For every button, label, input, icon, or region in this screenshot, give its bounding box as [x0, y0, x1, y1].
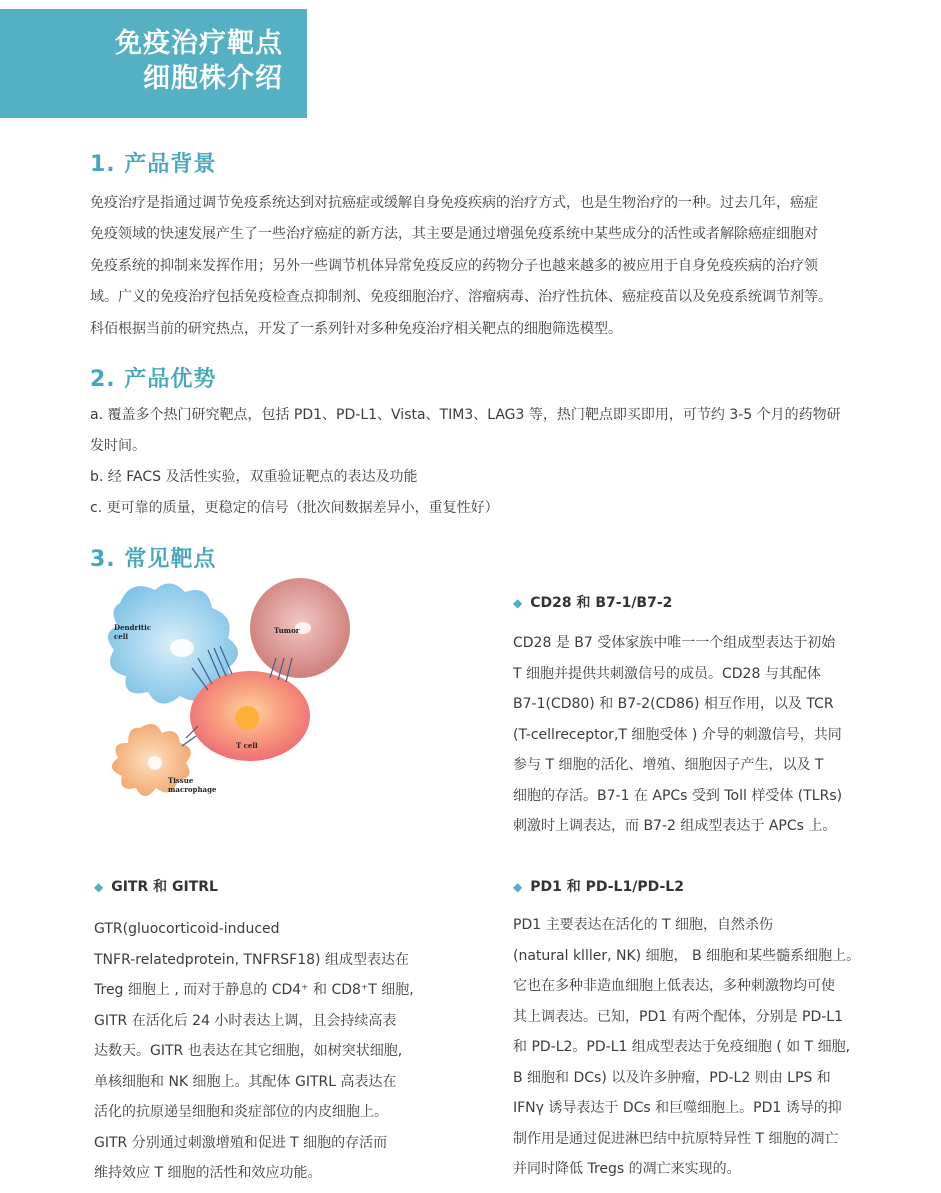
label-dendritic-cell: cell [114, 632, 129, 641]
section1-line: 科佰根据当前的研究热点，开发了一系列针对多种免疫治疗相关靶点的细胞筛选模型。 [90, 320, 622, 337]
cd28-subheading [513, 592, 672, 612]
gitr-paragraph [94, 914, 434, 1189]
cd28-paragraph [513, 628, 863, 842]
pd1-line: 它也在多种非造血细胞上低表达，多种刺激物均可使 [513, 978, 835, 994]
label-tissue: Tissue [168, 776, 194, 785]
section1-line: 免疫治疗是指通过调节免疫系统达到对抗癌症或缓解自身免疫疾病的治疗方式，也是生物治疗的一种。过去几年，癌症 [90, 195, 818, 211]
gitr-title: GITR 和 GITRL [111, 879, 218, 895]
gitr-line: GITR 在活化后 24 小时表达上调，且会持续高表 [94, 1012, 397, 1029]
cd28-line: B7-1(CD80) 和 B7-2(CD86) 相互作用，以及 TCR [513, 696, 834, 712]
cd28-line: T 细胞并提供共刺激信号的成员。CD28 与其配体 [513, 665, 821, 682]
section1-line: 免疫领域的快速发展产生了一些治疗癌症的新方法，其主要是通过增强免疫系统中某些成分的活性或者解除癌症细胞对 [90, 226, 818, 243]
section1-line: 域。广义的免疫治疗包括免疫检查点抑制剂、免疫细胞治疗、溶瘤病毒、治疗性抗体、癌症疫苗以及免疫系统调节剂等。 [90, 289, 832, 306]
list-item: a. 覆盖多个热门研究靶点，包括 PD1、PD-L1、Vista、TIM3、LAG3 等，热门靶点即买即用，可节约 3-5 个月的药物研 [90, 407, 841, 423]
label-tumor: Tumor [274, 626, 300, 635]
banner-title-line1: 免疫治疗靶点 [115, 28, 283, 59]
pd1-line: 制作用是通过促进淋巴结中抗原特异性 T 细胞的凋亡 [513, 1130, 839, 1147]
immune-cells-figure [100, 578, 400, 808]
section1-line: 免疫系统的抑制来发挥作用；另外一些调节机体异常免疫反应的药物分子也越来越多的被应用于自身免疫疾病的治疗领 [90, 257, 818, 274]
pd1-title: PD1 和 PD-L1/PD-L2 [530, 879, 684, 895]
gitr-line: TNFR-relatedprotein, TNFRSF18) 组成型表达在 [94, 951, 409, 968]
gitr-line: 活化的抗原递呈细胞和炎症部位的内皮细胞上。 [94, 1104, 388, 1120]
cd28-line: CD28 是 B7 受体家族中唯一一个组成型表达于初始 [513, 635, 836, 651]
t-cell-nucleus [235, 706, 259, 730]
gitr-subheading [94, 876, 218, 896]
cd28-line: 刺激时上调表达，而 B7-2 组成型表达于 APCs 上。 [513, 818, 837, 834]
gitr-line: 达数天。GITR 也表达在其它细胞，如树突状细胞, [94, 1043, 403, 1059]
list-item: b. 经 FACS 及活性实验，双重验证靶点的表达及功能 [90, 469, 418, 485]
pd1-subheading [513, 876, 684, 896]
pd1-line: (natural klller, NK) 细胞， B 细胞和某些髓系细胞上。 [513, 947, 861, 964]
title-banner [0, 9, 307, 118]
section1-paragraph [90, 188, 895, 345]
diamond-bullet-icon: ◆ [513, 596, 523, 610]
pd1-line: 并同时降低 Tregs 的凋亡来实现的。 [513, 1161, 741, 1177]
pd1-line: PD1 主要表达在活化的 T 细胞，自然杀伤 [513, 917, 774, 933]
cd28-line: 参与 T 细胞的活化、增殖、细胞因子产生，以及 T [513, 757, 824, 773]
cd28-title: CD28 和 B7-1/B7-2 [530, 595, 673, 611]
list-item: 发时间。 [90, 438, 146, 454]
list-item: c. 更可靠的质量，更稳定的信号（批次间数据差异小，重复性好） [90, 500, 499, 516]
advantages-list [90, 400, 895, 524]
gitr-line: Treg 细胞上 , 而对于静息的 CD4⁺ 和 CD8⁺T 细胞, [94, 982, 414, 998]
section2-heading: 2. 产品优势 [90, 367, 217, 392]
banner-title-line2: 细胞株介绍 [143, 63, 283, 94]
gitr-line: 单核细胞和 NK 细胞上。其配体 GITRL 高表达在 [94, 1073, 397, 1090]
cd28-line: (T-cellreceptor,T 细胞受体 ) 介导的刺激信号，共同 [513, 726, 842, 743]
pd1-line: 和 PD-L2。PD-L1 组成型表达于免疫细胞 ( 如 T 细胞, [513, 1039, 851, 1055]
macrophage-nucleus [148, 756, 162, 770]
pd1-line: 其上调表达。已知，PD1 有两个配体，分别是 PD-L1 [513, 1008, 844, 1025]
label-macrophage: macrophage [168, 785, 217, 794]
dendritic-nucleus [170, 639, 194, 657]
gitr-line: GITR 分别通过刺激增殖和促进 T 细胞的存活而 [94, 1134, 388, 1151]
label-t-cell: T cell [236, 741, 258, 750]
pd1-paragraph [513, 910, 863, 1185]
diamond-bullet-icon: ◆ [513, 880, 523, 894]
label-dendritic: Dendritic [114, 623, 152, 632]
diamond-bullet-icon: ◆ [94, 880, 104, 894]
cd28-line: 细胞的存活。B7-1 在 APCs 受到 Toll 样受体 (TLRs) [513, 787, 843, 804]
gitr-line: 维持效应 T 细胞的活性和效应功能。 [94, 1165, 322, 1181]
gitr-line: GTR(gluocorticoid-induced [94, 921, 280, 937]
pd1-line: B 细胞和 DCs) 以及许多肿瘤，PD-L2 则由 LPS 和 [513, 1069, 831, 1086]
pd1-line: IFNγ 诱导表达于 DCs 和巨噬细胞上。PD1 诱导的抑 [513, 1100, 842, 1116]
section1-heading: 1. 产品背景 [90, 152, 217, 177]
section3-heading: 3. 常见靶点 [90, 547, 217, 572]
